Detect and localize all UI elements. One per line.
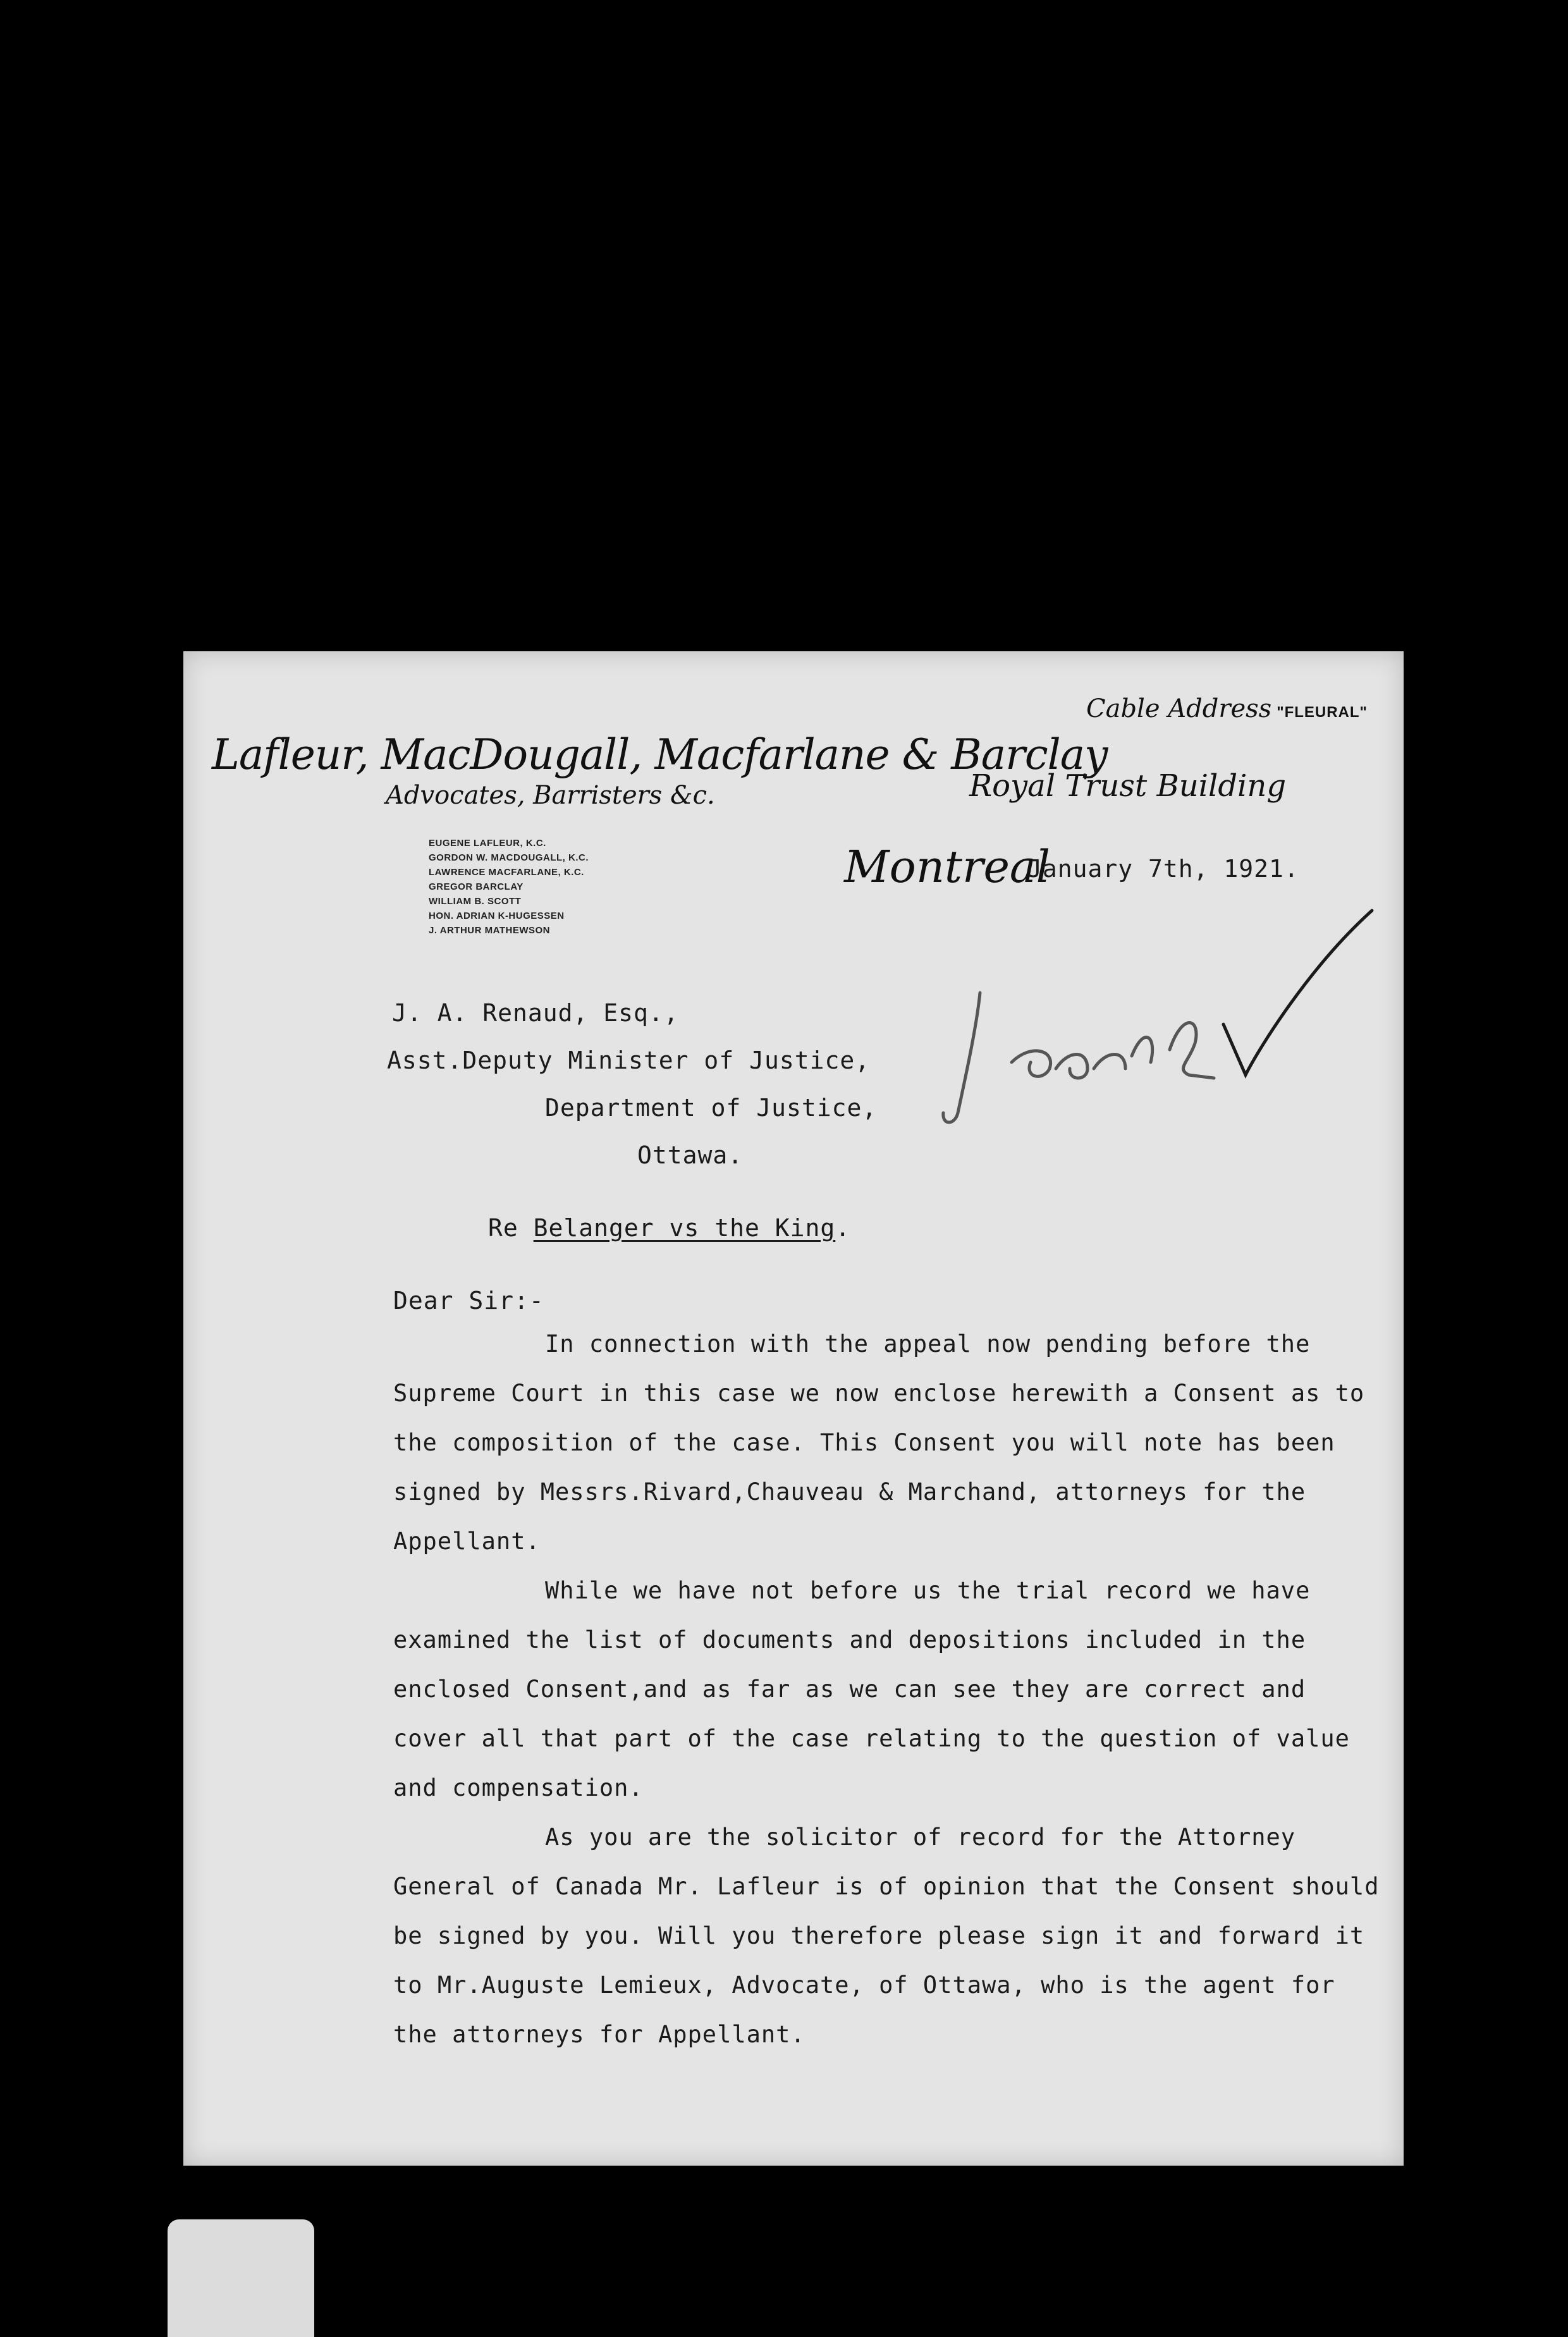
paragraph-text: In connection with the appeal now pending before the Supreme Court in this case we now enclose herewith a Consent as to the composition of the case. This Consent you will note has been signed by Messrs.Rivard,Chauveau & Marchand, attorneys for the Appellant.	[393, 1330, 1365, 1555]
letter-date: January 7th, 1921.	[1027, 855, 1299, 883]
subject-line	[488, 1214, 850, 1242]
handwritten-initials-signature	[904, 860, 1385, 1138]
partner-item: EUGENE LAFLEUR, K.C.	[429, 838, 546, 849]
partner-item: GREGOR BARCLAY	[429, 881, 524, 892]
paragraph-text: While we have not before us the trial record we have examined the list of documents and depositions included in the enclosed Consent,and as far as we can see they are correct and cover all that part of the case relating to the question of value and compensation.	[393, 1577, 1350, 1801]
salutation: Dear Sir:-	[393, 1287, 544, 1315]
building-name: Royal Trust Building	[969, 768, 1287, 804]
partner-item: LAWRENCE MACFARLANE, K.C.	[429, 867, 584, 878]
body-paragraph	[393, 1813, 1380, 2059]
partner-item: HON. ADRIAN K-HUGESSEN	[429, 911, 565, 921]
subject-text: Belanger vs the King	[533, 1214, 836, 1242]
partner-item: GORDON W. MACDOUGALL, K.C.	[429, 852, 589, 863]
partners-list	[429, 836, 589, 938]
firm-subtitle: Advocates, Barristers &c.	[386, 781, 715, 810]
firm-name-logo: Lafleur, MacDougall, Macfarlane & Barclay	[212, 730, 1108, 779]
letter-page	[183, 651, 1404, 2166]
partner-item: WILLIAM B. SCOTT	[429, 896, 522, 907]
body-paragraph	[393, 1566, 1380, 1813]
film-frame-tab	[168, 2219, 314, 2337]
cable-code: "FLEURAL"	[1277, 704, 1368, 721]
recipient-city: Ottawa.	[637, 1141, 744, 1169]
subject-prefix: Re	[488, 1214, 518, 1242]
recipient-department: Department of Justice,	[545, 1094, 878, 1122]
body-paragraph	[393, 1320, 1380, 1566]
cable-address	[1086, 694, 1368, 723]
city-name: Montreal	[844, 841, 1051, 893]
subject-end: .	[835, 1214, 851, 1242]
recipient-name: J. A. Renaud, Esq.,	[392, 999, 679, 1027]
partner-item: J. ARTHUR MATHEWSON	[429, 925, 550, 936]
cable-label: Cable Address	[1086, 694, 1272, 723]
recipient-title: Asst.Deputy Minister of Justice,	[387, 1046, 871, 1074]
paragraph-text: As you are the solicitor of record for the Attorney General of Canada Mr. Lafleur is of opinion that the Consent should be signed by you. Will you therefore please sign it and forward it to Mr.Auguste Lemieux, Advocate, of Ottawa, who is the agent for the attorneys for Appellant.	[393, 1824, 1380, 2048]
